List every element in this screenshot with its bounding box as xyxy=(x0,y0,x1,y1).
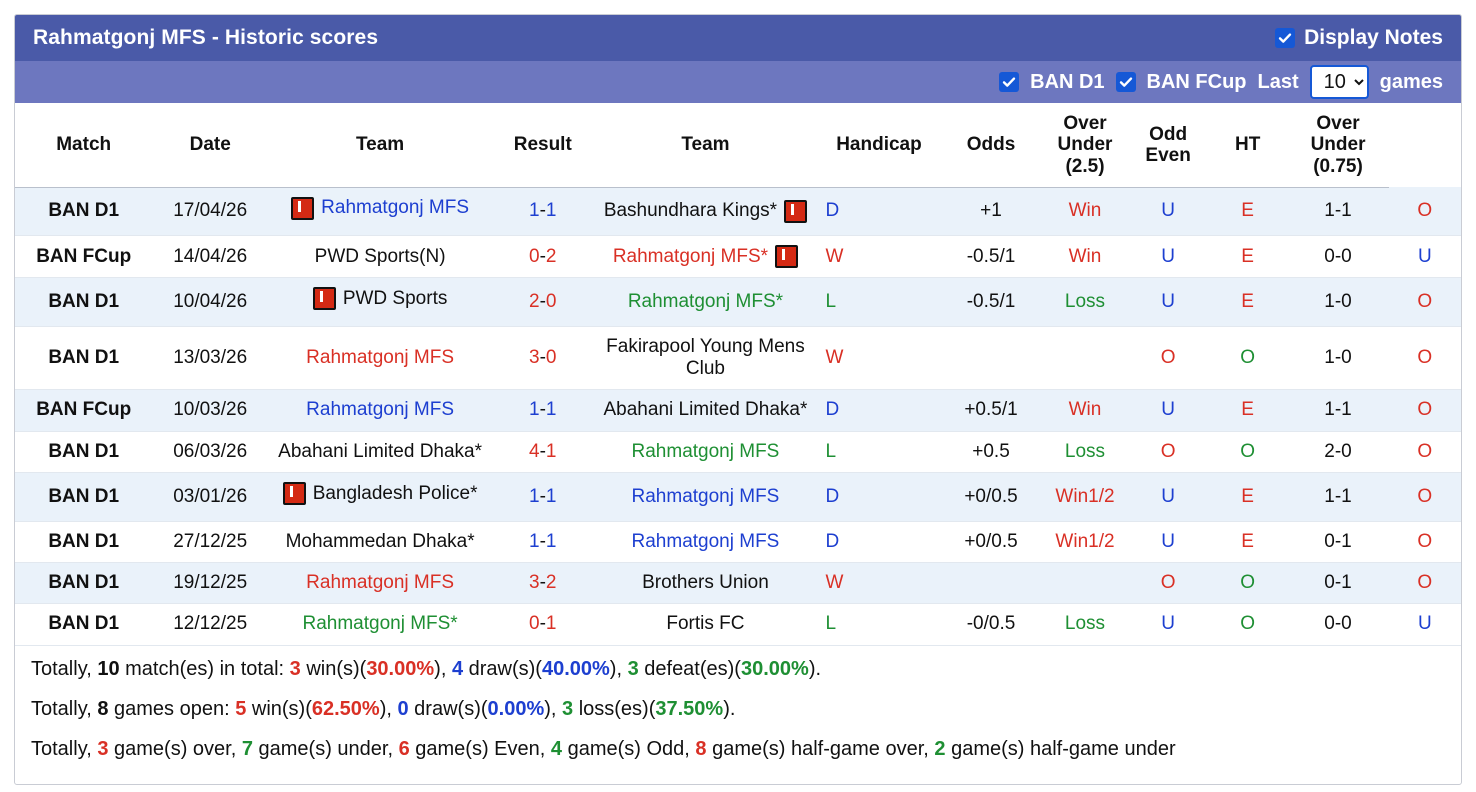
home-team-cell[interactable] xyxy=(268,236,492,278)
ban-d1-label[interactable]: BAN D1 xyxy=(1030,70,1105,93)
home-team-cell[interactable] xyxy=(268,390,492,431)
table-row[interactable] xyxy=(15,473,1461,521)
away-team-name: Brothers Union xyxy=(642,572,769,594)
competition-badge[interactable]: BAN D1 xyxy=(15,187,152,235)
half-time-score: 1-1 xyxy=(1287,187,1388,235)
filter-bar xyxy=(15,61,1461,103)
match-date: 19/12/25 xyxy=(152,563,268,604)
home-team-name: Rahmatgonj MFS* xyxy=(302,613,458,635)
competition-badge[interactable]: BAN D1 xyxy=(15,521,152,562)
over-under-25: O xyxy=(1128,563,1208,604)
away-team-name: Rahmatgonj MFS* xyxy=(627,290,784,312)
summary-line-3: Totally, 3 game(s) over, 7 game(s) under, 6 game(s) Even, 4 game(s) Odd, 8 game(s) half-game over, 2 game(s) half-game under xyxy=(31,737,1176,760)
result-score: 2-0 xyxy=(492,278,593,326)
competition-badge[interactable]: BAN D1 xyxy=(15,326,152,390)
home-team[interactable] xyxy=(313,287,448,310)
table-row[interactable] xyxy=(15,278,1461,326)
handicap-value: -0.5/1 xyxy=(940,236,1041,278)
historic-scores-table xyxy=(15,103,1461,646)
home-team-name: PWD Sports xyxy=(342,287,448,309)
column-header-date: Date xyxy=(152,103,268,187)
away-team[interactable] xyxy=(632,531,780,553)
away-team[interactable] xyxy=(604,399,808,421)
column-header-over-under-2-5: Over Under (2.5) xyxy=(1042,103,1129,187)
home-team-name: Rahmatgonj MFS xyxy=(321,197,470,219)
home-team-name: Rahmatgonj MFS xyxy=(306,399,455,421)
over-under-075: O xyxy=(1389,326,1461,390)
away-team-cell[interactable] xyxy=(593,187,817,235)
match-date: 14/04/26 xyxy=(152,236,268,278)
away-team[interactable] xyxy=(628,291,783,313)
over-under-25: U xyxy=(1128,521,1208,562)
win-loss-indicator: W xyxy=(818,563,941,604)
home-team-cell[interactable] xyxy=(268,326,492,390)
result-score: 0-2 xyxy=(492,236,593,278)
match-date: 17/04/26 xyxy=(152,187,268,235)
away-team-cell[interactable] xyxy=(593,431,817,472)
summary-section xyxy=(15,646,1461,784)
odd-even: O xyxy=(1208,563,1288,604)
away-team-cell[interactable] xyxy=(593,521,817,562)
away-team-cell[interactable] xyxy=(593,604,817,645)
odd-even: E xyxy=(1208,473,1288,521)
away-team-name: Rahmatgonj MFS xyxy=(631,485,780,507)
half-time-score: 0-1 xyxy=(1287,563,1388,604)
home-team-cell[interactable] xyxy=(268,278,492,326)
result-score: 0-1 xyxy=(492,604,593,645)
over-under-25: U xyxy=(1128,473,1208,521)
competition-badge[interactable]: BAN D1 xyxy=(15,563,152,604)
odd-even: O xyxy=(1208,431,1288,472)
home-team-cell[interactable] xyxy=(268,563,492,604)
home-team[interactable] xyxy=(283,482,478,505)
odds-result: Win xyxy=(1042,390,1129,431)
ban-d1-checkbox[interactable] xyxy=(999,72,1019,92)
away-team-name: Rahmatgonj MFS* xyxy=(612,245,769,267)
win-loss-indicator: D xyxy=(818,473,941,521)
win-loss-indicator: W xyxy=(818,236,941,278)
competition-badge[interactable]: BAN D1 xyxy=(15,473,152,521)
half-time-score: 1-0 xyxy=(1287,278,1388,326)
handicap-value: +0/0.5 xyxy=(940,521,1041,562)
column-header-over-under-0-75: Over Under (0.75) xyxy=(1287,103,1388,187)
competition-badge[interactable]: BAN D1 xyxy=(15,278,152,326)
away-team-name: Abahani Limited Dhaka* xyxy=(603,399,808,421)
over-under-075: O xyxy=(1389,278,1461,326)
odds-result: Loss xyxy=(1042,431,1129,472)
column-header-team: Team xyxy=(268,103,492,187)
win-loss-indicator: D xyxy=(818,521,941,562)
red-card-icon xyxy=(775,245,798,268)
half-time-score: 0-0 xyxy=(1287,236,1388,278)
over-under-075: O xyxy=(1389,521,1461,562)
away-team-cell[interactable] xyxy=(593,236,817,278)
table-body xyxy=(15,187,1461,645)
away-team-name: Bashundhara Kings* xyxy=(603,200,778,222)
column-header-team: Team xyxy=(593,103,817,187)
column-header-ht: HT xyxy=(1208,103,1288,187)
odd-even: E xyxy=(1208,278,1288,326)
competition-badge[interactable]: BAN D1 xyxy=(15,604,152,645)
home-team[interactable] xyxy=(291,197,469,220)
away-team-cell[interactable] xyxy=(593,563,817,604)
handicap-value: +0.5 xyxy=(940,431,1041,472)
win-loss-indicator: L xyxy=(818,431,941,472)
last-label: Last xyxy=(1257,70,1299,93)
games-label: games xyxy=(1379,70,1443,93)
home-team-cell[interactable] xyxy=(268,473,492,521)
home-team-name: Rahmatgonj MFS xyxy=(306,346,455,368)
handicap-value: +1 xyxy=(940,187,1041,235)
ban-fcup-label[interactable]: BAN FCup xyxy=(1146,70,1247,93)
home-team[interactable] xyxy=(286,531,475,553)
result-score: 3-2 xyxy=(492,563,593,604)
table-row[interactable] xyxy=(15,390,1461,431)
table-row[interactable] xyxy=(15,326,1461,390)
odds-result xyxy=(1042,326,1129,390)
table-head xyxy=(15,103,1461,187)
away-team-name: Rahmatgonj MFS xyxy=(631,530,780,552)
match-date: 10/03/26 xyxy=(152,390,268,431)
half-time-score: 0-1 xyxy=(1287,521,1388,562)
table-row[interactable] xyxy=(15,563,1461,604)
summary-line-2: Totally, 8 games open: 5 win(s)(62.50%), 0 draw(s)(0.00%), 3 loss(es)(37.50%). xyxy=(31,697,736,720)
home-team[interactable] xyxy=(302,613,457,635)
panel-titlebar xyxy=(15,15,1461,61)
home-team[interactable] xyxy=(315,246,446,268)
away-team[interactable] xyxy=(632,441,780,463)
display-notes-control[interactable] xyxy=(1275,26,1443,50)
table-row[interactable] xyxy=(15,236,1461,278)
home-team[interactable] xyxy=(306,399,454,421)
odd-even: E xyxy=(1208,521,1288,562)
result-score: 4-1 xyxy=(492,431,593,472)
odds-result: Loss xyxy=(1042,604,1129,645)
result-score: 1-1 xyxy=(492,473,593,521)
away-team-name: Fakirapool Young Mens Club xyxy=(606,335,805,380)
red-card-icon xyxy=(291,197,314,220)
home-team-cell[interactable] xyxy=(268,431,492,472)
away-team[interactable] xyxy=(632,486,780,508)
table-row[interactable] xyxy=(15,187,1461,235)
odd-even: O xyxy=(1208,604,1288,645)
table-row[interactable] xyxy=(15,604,1461,645)
competition-badge[interactable]: BAN FCup xyxy=(15,390,152,431)
away-team[interactable] xyxy=(642,572,769,594)
red-card-icon xyxy=(784,200,807,223)
odd-even: O xyxy=(1208,326,1288,390)
home-team[interactable] xyxy=(278,441,482,463)
over-under-25: U xyxy=(1128,278,1208,326)
match-date: 27/12/25 xyxy=(152,521,268,562)
match-date: 03/01/26 xyxy=(152,473,268,521)
result-score: 3-0 xyxy=(492,326,593,390)
over-under-25: U xyxy=(1128,390,1208,431)
column-header-odd-even: Odd Even xyxy=(1128,103,1208,187)
ban-fcup-checkbox[interactable] xyxy=(1116,72,1136,92)
games-count-select[interactable] xyxy=(1310,65,1369,99)
handicap-value: -0/0.5 xyxy=(940,604,1041,645)
away-team[interactable] xyxy=(604,200,807,223)
odds-result: Win1/2 xyxy=(1042,521,1129,562)
odds-result: Win1/2 xyxy=(1042,473,1129,521)
home-team[interactable] xyxy=(306,572,454,594)
home-team-name: Rahmatgonj MFS xyxy=(306,572,455,594)
odd-even: E xyxy=(1208,236,1288,278)
odds-result: Win xyxy=(1042,187,1129,235)
over-under-075: O xyxy=(1389,431,1461,472)
column-header-match: Match xyxy=(15,103,152,187)
odd-even: E xyxy=(1208,187,1288,235)
odds-result xyxy=(1042,563,1129,604)
over-under-25: O xyxy=(1128,431,1208,472)
handicap-value: +0.5/1 xyxy=(940,390,1041,431)
result-score: 1-1 xyxy=(492,390,593,431)
half-time-score: 1-1 xyxy=(1287,390,1388,431)
away-team[interactable] xyxy=(613,245,798,268)
win-loss-indicator: D xyxy=(818,390,941,431)
home-team-name: Bangladesh Police* xyxy=(312,482,478,504)
table-row[interactable] xyxy=(15,521,1461,562)
competition-badge[interactable]: BAN FCup xyxy=(15,236,152,278)
competition-badge[interactable]: BAN D1 xyxy=(15,431,152,472)
red-card-icon xyxy=(283,482,306,505)
home-team-name: Mohammedan Dhaka* xyxy=(285,530,475,552)
over-under-075: O xyxy=(1389,473,1461,521)
win-loss-indicator: D xyxy=(818,187,941,235)
odds-result: Loss xyxy=(1042,278,1129,326)
historic-scores-panel xyxy=(14,14,1462,785)
home-team-name: PWD Sports(N) xyxy=(314,245,446,267)
column-header-odds: Odds xyxy=(940,103,1041,187)
away-team-cell[interactable] xyxy=(593,390,817,431)
away-team-cell[interactable] xyxy=(593,326,817,390)
handicap-value: +0/0.5 xyxy=(940,473,1041,521)
over-under-075: U xyxy=(1389,236,1461,278)
half-time-score: 0-0 xyxy=(1287,604,1388,645)
home-team-cell[interactable] xyxy=(268,521,492,562)
odd-even: E xyxy=(1208,390,1288,431)
home-team-cell[interactable] xyxy=(268,604,492,645)
result-score: 1-1 xyxy=(492,187,593,235)
match-date: 13/03/26 xyxy=(152,326,268,390)
over-under-075: O xyxy=(1389,390,1461,431)
over-under-25: O xyxy=(1128,326,1208,390)
half-time-score: 1-0 xyxy=(1287,326,1388,390)
result-score: 1-1 xyxy=(492,521,593,562)
over-under-25: U xyxy=(1128,604,1208,645)
half-time-score: 2-0 xyxy=(1287,431,1388,472)
half-time-score: 1-1 xyxy=(1287,473,1388,521)
handicap-value: -0.5/1 xyxy=(940,278,1041,326)
over-under-075: U xyxy=(1389,604,1461,645)
match-date: 10/04/26 xyxy=(152,278,268,326)
away-team-cell[interactable] xyxy=(593,278,817,326)
red-card-icon xyxy=(313,287,336,310)
column-header-result: Result xyxy=(492,103,593,187)
win-loss-indicator: L xyxy=(818,604,941,645)
match-date: 12/12/25 xyxy=(152,604,268,645)
over-under-075: O xyxy=(1389,187,1461,235)
win-loss-indicator: L xyxy=(818,278,941,326)
win-loss-indicator: W xyxy=(818,326,941,390)
over-under-075: O xyxy=(1389,563,1461,604)
table-header-row xyxy=(15,103,1461,187)
home-team-name: Abahani Limited Dhaka* xyxy=(278,440,483,462)
column-header-handicap: Handicap xyxy=(818,103,941,187)
page-title: Rahmatgonj MFS - Historic scores xyxy=(33,26,379,49)
display-notes-label: Display Notes xyxy=(1304,26,1443,49)
handicap-value xyxy=(940,563,1041,604)
away-team-cell[interactable] xyxy=(593,473,817,521)
handicap-value xyxy=(940,326,1041,390)
display-notes-checkbox[interactable] xyxy=(1275,28,1295,48)
away-team-name: Fortis FC xyxy=(666,613,745,635)
over-under-25: U xyxy=(1128,187,1208,235)
home-team[interactable] xyxy=(306,347,454,369)
summary-line-1: Totally, 10 match(es) in total: 3 win(s)(30.00%), 4 draw(s)(40.00%), 3 defeat(es)(30.00%). xyxy=(31,657,822,680)
over-under-25: U xyxy=(1128,236,1208,278)
away-team[interactable] xyxy=(597,336,813,381)
table-row[interactable] xyxy=(15,431,1461,472)
away-team-name: Rahmatgonj MFS xyxy=(631,440,780,462)
away-team[interactable] xyxy=(666,613,744,635)
match-date: 06/03/26 xyxy=(152,431,268,472)
home-team-cell[interactable] xyxy=(268,187,492,235)
odds-result: Win xyxy=(1042,236,1129,278)
